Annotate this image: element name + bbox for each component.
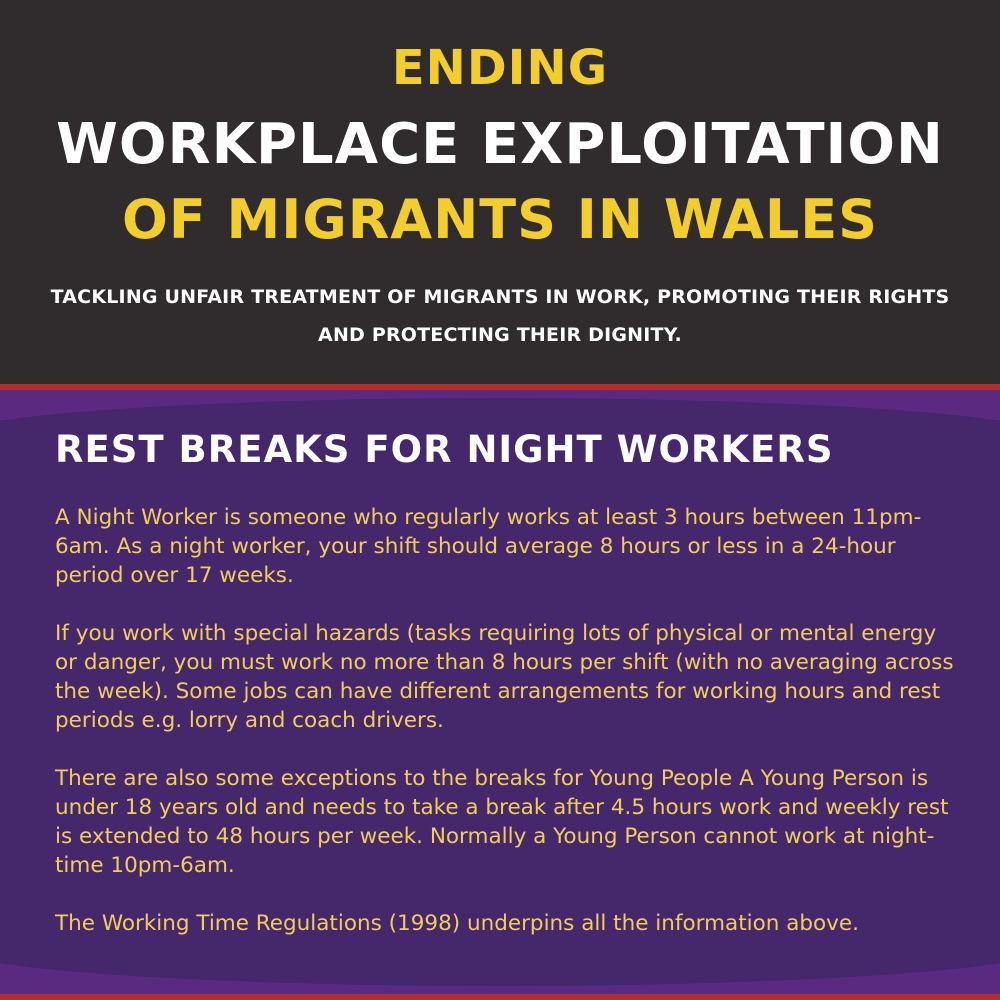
divider-top [0, 384, 1000, 390]
divider-bottom [0, 994, 1000, 1000]
header-banner [0, 0, 1000, 384]
paragraph-young-people: There are also some exceptions to the breaks for Young People A Young Person is under 18 years old and needs to take a break after 4.5 hours work and weekly rest is extended to 48 hours per week. Normally a Young Person cannot work at night-time 10pm-6am. [55, 766, 949, 878]
paragraph-regulations: The Working Time Regulations (1998) underpins all the information above. [55, 911, 859, 936]
section-body [55, 503, 955, 967]
section-heading: REST BREAKS FOR NIGHT WORKERS [55, 428, 834, 471]
subtitle: TACKLING UNFAIR TREATMENT OF MIGRANTS IN WORK, PROMOTING THEIR RIGHTS AND PROTECTING THEIR DIGNITY. [50, 286, 950, 346]
title-line-workplace-exploitation: WORKPLACE EXPLOITATION [56, 112, 944, 177]
title-line-migrants-in-wales: OF MIGRANTS IN WALES [121, 188, 879, 251]
paragraph-special-hazards: If you work with special hazards (tasks requiring lots of physical or mental energy or danger, you must work no more than 8 hours per shift (with no averaging across the week). Some jobs can have different arrangements for working hours and rest periods e.g. lorry and coach drivers. [55, 621, 954, 733]
title-line-ending: ENDING [391, 40, 609, 96]
paragraph-night-worker: A Night Worker is someone who regularly works at least 3 hours between 11pm-6am. As a night worker, your shift should average 8 hours or less in a 24-hour period over 17 weeks. [55, 505, 922, 588]
